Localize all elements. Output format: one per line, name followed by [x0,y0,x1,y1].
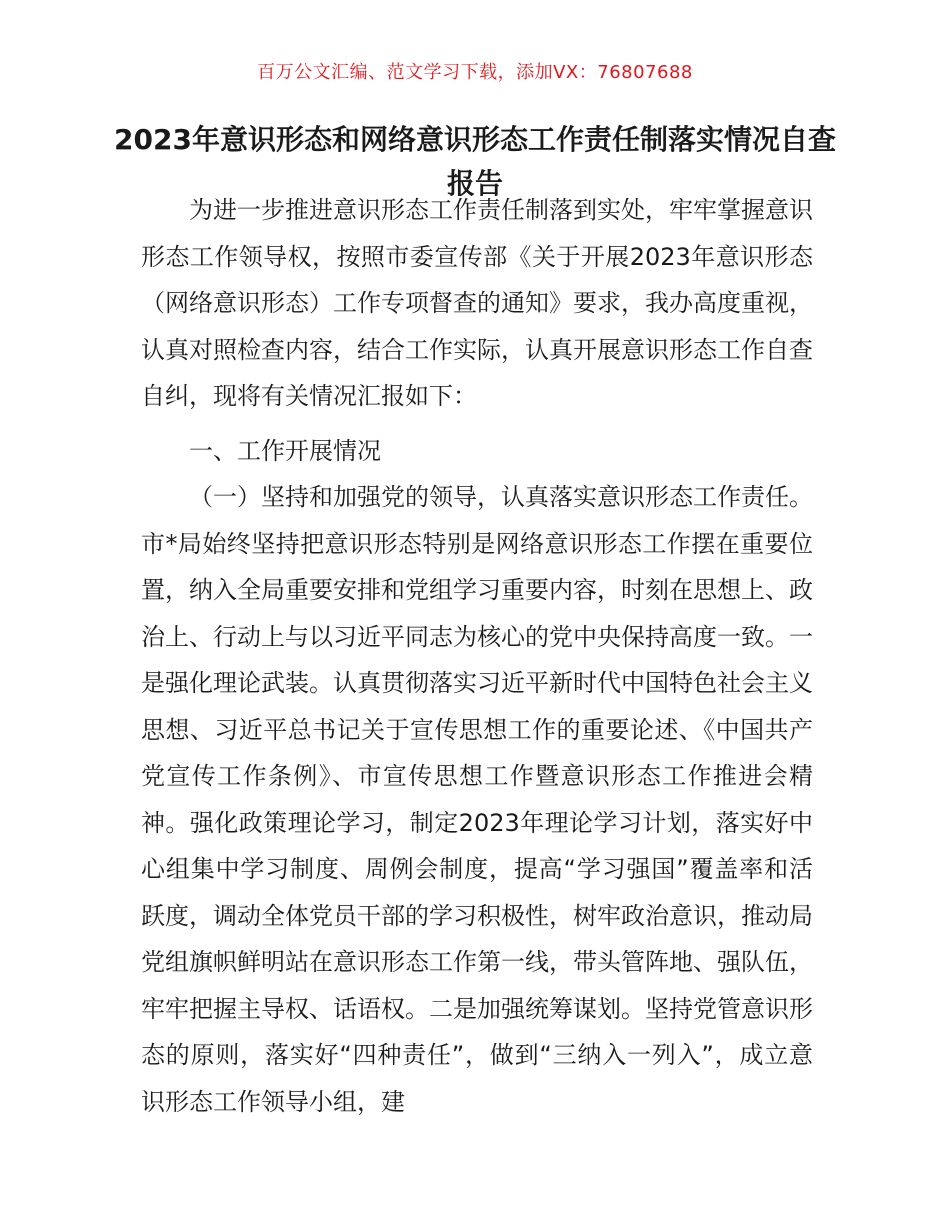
intro-paragraph: 为进一步推进意识形态工作责任制落到实处，牢牢掌握意识形态工作领导权，按照市委宣传部《关于开展2023年意识形态（网络意识形态）工作专项督查的通知》要求，我办高度重视，认真对照检查内容，结合工作实际，认真开展意识形态工作自查自纠，现将有关情况汇报如下： [141,196,813,410]
header-watermark-note: 百万公文汇编、范文学习下载，添加VX：76807688 [257,62,693,83]
section-heading: 一、工作开展情况 [189,436,381,465]
document-body [141,187,813,1125]
section-paragraph: （一）坚持和加强党的领导，认真落实意识形态工作责任。市*局始终坚持把意识形态特别是网络意识形态工作摆在重要位置，纳入全局重要安排和党组学习重要内容，时刻在思想上、政治上、行动上与以习近平同志为核心的党中央保持高度一致。一是强化理论武装。认真贯彻落实习近平新时代中国特色社会主义思想、习近平总书记关于宣传思想工作的重要论述、《中国共产党宣传工作条例》、市宣传思想工作暨意识形态工作推进会精神。强化政策理论学习，制定2023年理论学习计划，落实好中心组集中学习制度、周例会制度，提高“学习强国”覆盖率和活跃度，调动全体党员干部的学习积极性，树牢政治意识，推动局党组旗帜鲜明站在意识形态工作第一线，带头管阵地、强队伍，牢牢把握主导权、话语权。二是加强统筹谋划。坚持党管意识形态的原则，落实好“四种责任”，做到“三纳入一列入”，成立意识形态工作领导小组，建 [141,483,813,1116]
document-title: 2023年意识形态和网络意识形态工作责任制落实情况自查报告 [114,123,836,200]
